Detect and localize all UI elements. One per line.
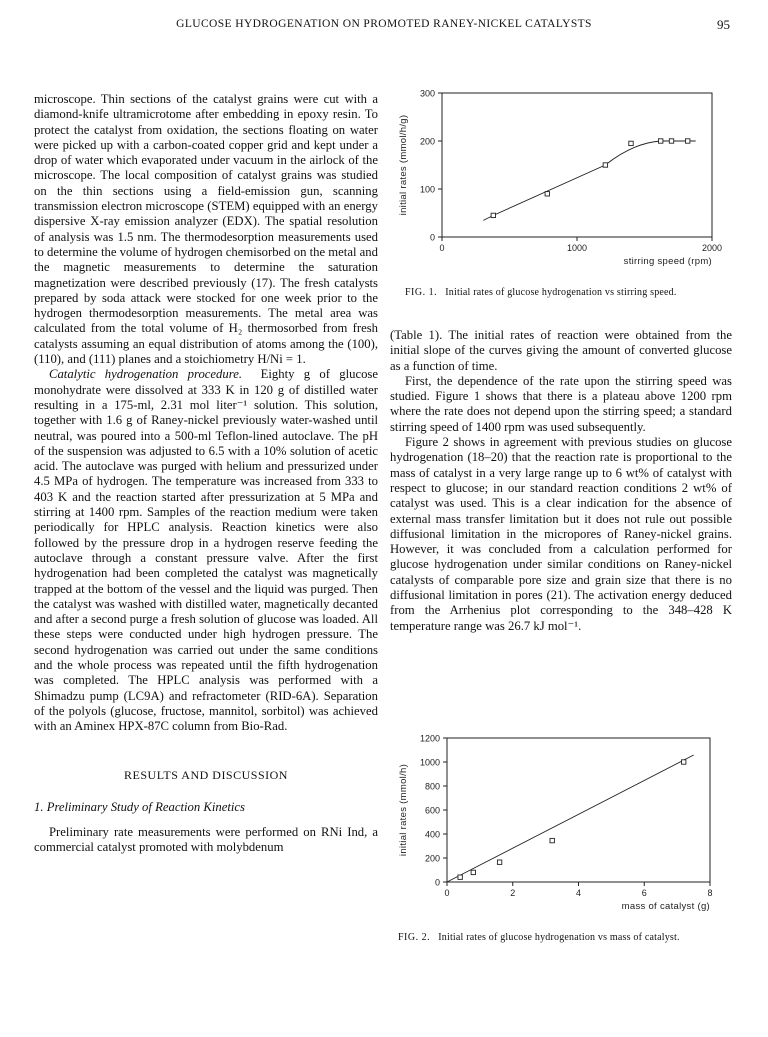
caption-label: FIG. 1. [405,287,438,298]
trend-line [447,755,694,882]
paragraph: Preliminary rate measurements were performed on RNi Ind, a commercial catalyst promoted with molybdenum [34,825,378,855]
caption-label: FIG. 2. [398,932,431,943]
data-point [550,838,554,842]
data-point [629,141,633,145]
paragraph-title: Catalytic hydrogenation procedure. [49,367,243,382]
figure-1-chart [392,80,737,280]
x-axis-label: stirring speed (rpm) [623,256,712,267]
y-tick-label: 600 [424,805,440,816]
data-point [545,192,549,196]
plot-frame [447,738,710,882]
data-point [682,760,686,764]
x-tick-label: 0 [444,888,450,898]
right-column [390,328,732,634]
data-point [471,870,475,874]
figure-2-chart [385,725,737,925]
y-tick-label: 200 [424,853,440,864]
y-tick-label: 0 [434,877,440,888]
x-tick-label: 1000 [566,243,588,253]
caption-text: Initial rates of glucose hydrogenation vs mass of catalyst. [438,932,680,943]
data-point [458,875,462,879]
paragraph: Figure 2 shows in agreement with previous studies on glucose hydrogenation (18–20) that the reaction rate is proportional to the mass of catalyst in a very large range up to 6 wt% of catalyst with respect to glucose; in our standard reaction conditions 2 wt% of catalyst was used. This is a clear indication for the absence of external mass transfer limitation but it does not rule out possible diffusional limitation in the micropores of Raney-nickel grains. However, it was concluded from a calculation performed for glucose hydrogenation under similar conditions on Raney-nickel catalysts of comparable pore size and grain size that there is no diffusional limitation in pores (21). The activation energy deduced from the Arrhenius plot corresponding to the 348–428 K temperature range was 26.7 kJ mol⁻¹. [390,435,732,633]
paragraph: (Table 1). The initial rates of reaction were obtained from the initial slope of the curves giving the amount of converted glucose as a function of time. [390,328,732,373]
y-tick-label: 1000 [419,757,440,768]
figure-2-caption [398,932,738,943]
trend-line [483,141,695,220]
y-tick-label: 800 [424,781,440,792]
y-tick-label: 400 [424,829,440,840]
section-heading: RESULTS AND DISCUSSION [124,768,288,783]
caption-text: Initial rates of glucose hydrogenation vs stirring speed. [445,287,677,298]
paragraph-text: Eighty g of glucose monohydrate were dissolved at 333 K in 120 g of distilled water resulting in a 175-ml, 2.31 mol liter⁻¹ solution. This solution, together with 1.6 g of Raney-nickel previously water-washed until neutral, was poured into a 500-ml Teflon-lined autoclave. The pH of the suspension was adjusted to 6.5 with a 10% solution of acetic acid. The autoclave was purged with helium and pressurized under 4.5 MPa of hydrogen. The temperature was increased from 333 to 403 K and the reaction started after pressurization at 5 MPa and stirring at 1400 rpm. Samples of the reaction medium were taken periodically for HPLC analysis. Reaction kinetics were also followed by the pressure drop in a hydrogen reserve feeding the autoclave through a constant pressure valve. After the first hydrogenation had been completed the catalyst was magnetically trapped at the bottom of the vessel and the liquid was purged. Then the catalyst was washed with distilled water, magnetically decanted and after a second purge a fresh solution of glucose was loaded. All these steps were conducted under high hydrogen pressure. The second hydrogenation was carried out under the same conditions and the whole process was repeated until the fifth hydrogenation was completed. The HPLC analysis was performed with a Shimadzu pump (LC9A) and refractometer (RID-6A). Separation of the polyols (glucose, fructose, mannitol, sorbitol) was achieved with an Aminex HPX-87C column from Bio-Rad. [34,367,378,734]
y-axis-label: initial rates (mmol/h/g) [398,114,409,216]
figure-1 [392,80,737,280]
x-axis-label: mass of catalyst (g) [621,901,710,912]
data-point [686,139,690,143]
figure-1-caption [405,287,735,298]
data-point [603,163,607,167]
paragraph: First, the dependence of the rate upon the stirring speed was studied. Figure 1 shows that there is a plateau above 1200 rpm where the rate does not depend upon the stirring speed; a standard stirring speed of 1400 rpm was used subsequently. [390,373,732,434]
data-point [669,139,673,143]
page-header [0,18,768,38]
x-tick-label: 0 [439,243,445,253]
x-tick-label: 2000 [701,243,723,253]
x-tick-label: 6 [641,888,647,898]
x-tick-label: 8 [707,888,713,898]
y-tick-label: 100 [419,184,435,195]
paragraph: microscope. Thin sections of the catalyst grains were cut with a diamond-knife ultramicrotome after embedding in epoxy resin. To protect the catalyst from oxidation, the sections floating on water were picked up with a carbon-coated copper grid and kept under a drop of water which evaporated under vacuum in the airlock of the microscope. The local composition of catalyst grains was studied on the thin sections using a field-emission gun, scanning transmission electron microscope (STEM) equipped with an energy dispersive X-ray emission analyzer (EDX). The spatial resolution of analysis was 1.5 nm. The thermodesorption measurements used to determine the volume of hydrogen chemisorbed on the metal and the magnetic measurements to determine the saturation magnetization were described previously (17). The fresh catalysts prepared by soda attack were stocked for one week prior to the hydrogen thermodesorption measurements. The metal area was calculated from the total volume of H₂ thermosorbed from fresh catalysts assuming an equal distribution of atoms among the (100), (110), and (111) planes and a stoichiometry H/Ni = 1. [34,92,378,367]
page-number: 95 [717,17,730,32]
paragraph [34,367,378,734]
plot-frame [442,93,712,237]
data-point [659,139,663,143]
y-axis-label: initial rates (mmol/h) [398,763,409,857]
subsection-heading: 1. Preliminary Study of Reaction Kinetics [34,799,245,814]
data-point [497,860,501,864]
y-tick-label: 200 [419,136,435,147]
y-tick-label: 0 [429,232,435,243]
x-tick-label: 2 [510,888,516,898]
running-title: GLUCOSE HYDROGENATION ON PROMOTED RANEY-NICKEL CATALYSTS [176,18,592,30]
y-tick-label: 1200 [419,733,440,744]
y-tick-label: 300 [419,88,435,99]
left-column [34,92,378,856]
figure-2 [385,725,737,925]
x-tick-label: 4 [575,888,582,898]
data-point [491,213,495,217]
